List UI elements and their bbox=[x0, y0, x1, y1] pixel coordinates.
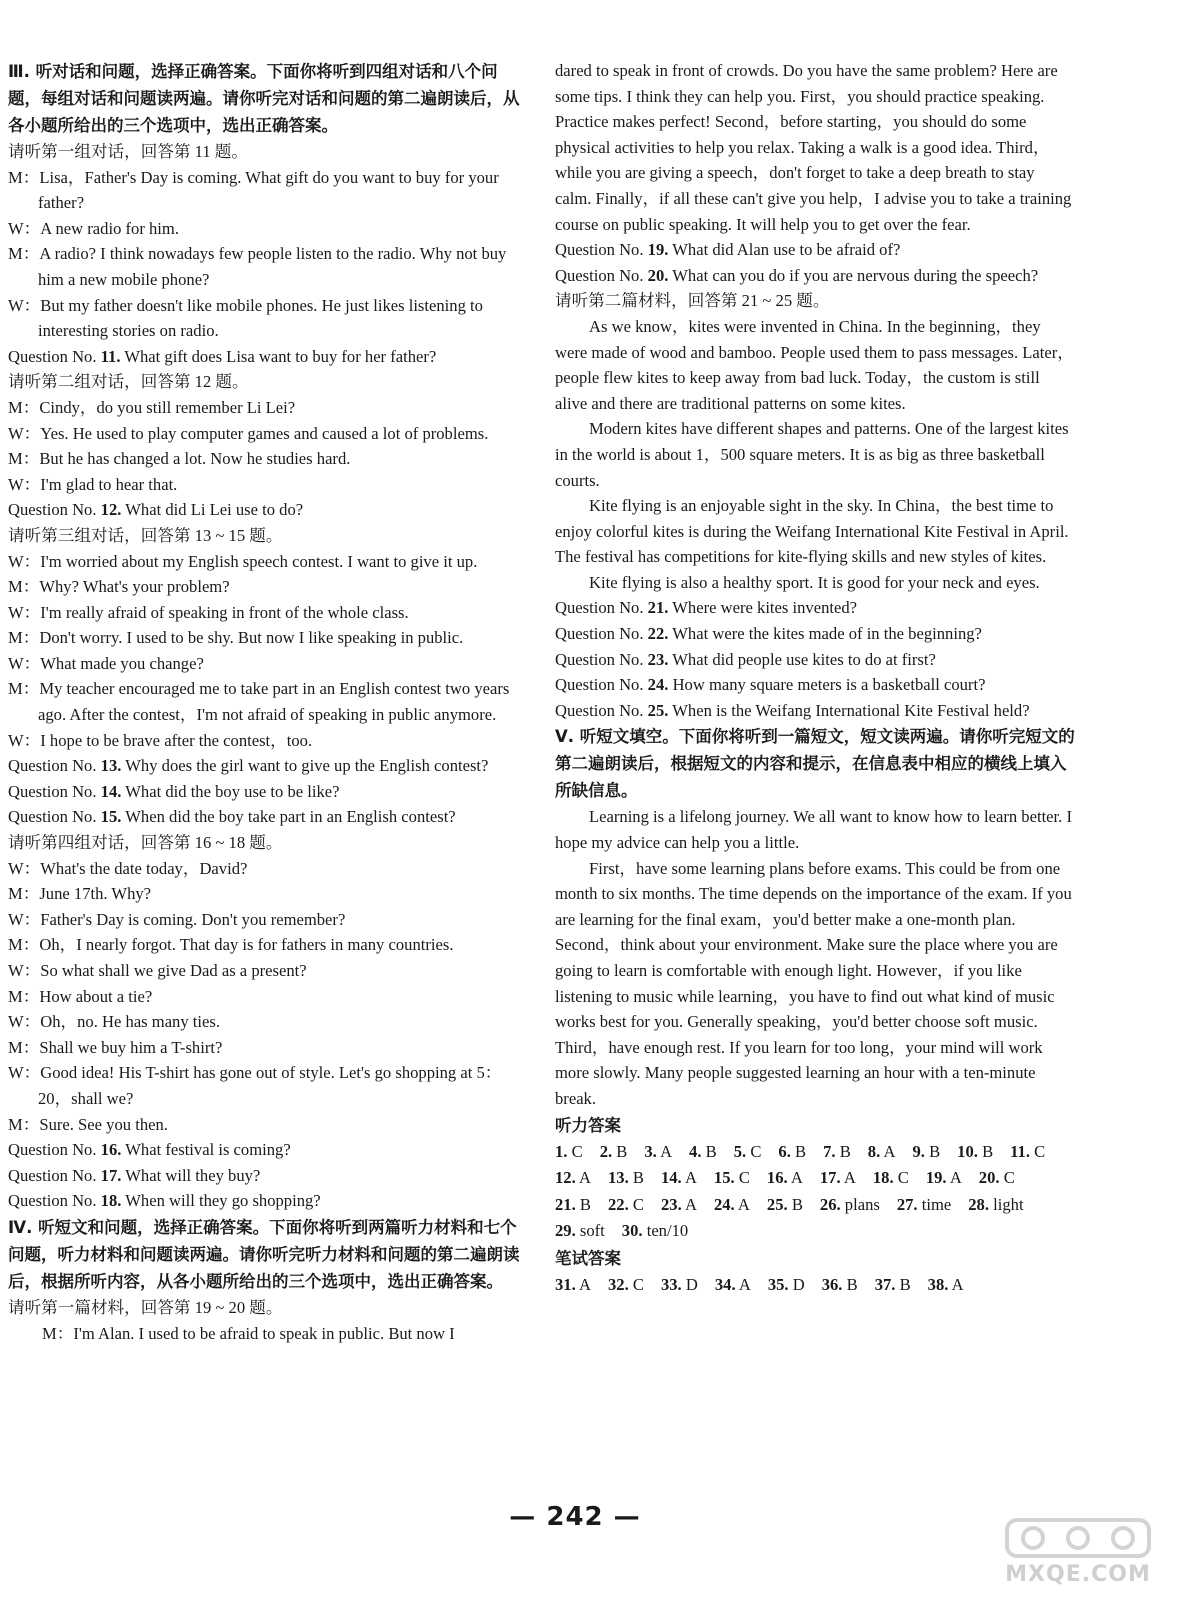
question-label: Question No. bbox=[555, 598, 644, 618]
question-22 bbox=[555, 621, 1075, 647]
answer-number: 11. bbox=[1010, 1141, 1030, 1161]
question-label: Question No. bbox=[555, 240, 644, 260]
answer-number: 20. bbox=[978, 1168, 1000, 1188]
answer-value: A bbox=[951, 1274, 964, 1294]
paragraph: Kite flying is an enjoyable sight in the sky. In China，the best time to enjoy colorful kites is during the Weifang International Kite Festival in April. The festival has competitions for kite-flying skills and new styles of kites. bbox=[555, 496, 1069, 567]
question-text: What will they buy? bbox=[125, 1165, 261, 1185]
group-1-prompt: 请听第一组对话，回答第 11 题。 bbox=[8, 142, 248, 161]
answer-number: 10. bbox=[957, 1141, 978, 1161]
answer-value: A bbox=[578, 1274, 591, 1294]
answer-value: C bbox=[632, 1274, 644, 1294]
answer-item bbox=[715, 1272, 751, 1299]
answer-item bbox=[600, 1139, 628, 1166]
question-number: 15. bbox=[100, 807, 122, 827]
question-16 bbox=[8, 1137, 523, 1163]
answer-item bbox=[555, 1192, 591, 1219]
answer-item bbox=[661, 1192, 697, 1219]
question-text: What were the kites made of in the beginning? bbox=[672, 624, 982, 644]
dialogue-line: M：Sure. See you then. bbox=[8, 1114, 168, 1134]
answer-number: 7. bbox=[823, 1141, 836, 1161]
answer-item bbox=[661, 1165, 697, 1192]
answer-value: A bbox=[660, 1141, 673, 1161]
question-text: How many square meters is a basketball court? bbox=[672, 675, 986, 695]
answer-number: 5. bbox=[733, 1141, 747, 1161]
answer-value: A bbox=[737, 1194, 750, 1214]
answer-number: 16. bbox=[766, 1168, 788, 1188]
answer-item bbox=[714, 1192, 750, 1219]
question-number: 16. bbox=[100, 1140, 122, 1160]
answer-value: B bbox=[705, 1141, 717, 1161]
answer-item bbox=[661, 1272, 698, 1299]
answer-number: 3. bbox=[644, 1141, 657, 1161]
answer-value: B bbox=[791, 1194, 803, 1214]
answer-value: C bbox=[750, 1141, 762, 1161]
dialogue-line: W：What's the date today，David? bbox=[8, 858, 248, 878]
dialogue-line: M：Lisa，Father's Day is coming. What gift do you want to buy for your father? bbox=[8, 167, 499, 213]
answer-number: 27. bbox=[896, 1194, 918, 1214]
question-number: 24. bbox=[647, 675, 669, 695]
watermark-logo bbox=[978, 1500, 1178, 1600]
question-text: What did Li Lei use to do? bbox=[125, 500, 304, 520]
dialogue-line: M：June 17th. Why? bbox=[8, 884, 152, 904]
question-label: Question No. bbox=[8, 781, 97, 801]
question-text: What did Alan use to be afraid of? bbox=[672, 240, 901, 260]
answer-number: 8. bbox=[867, 1141, 881, 1161]
group-2-dialogue bbox=[8, 395, 523, 497]
answer-number: 9. bbox=[912, 1141, 925, 1161]
question-number: 14. bbox=[100, 781, 122, 801]
question-number: 18. bbox=[100, 1191, 122, 1211]
answer-value: C bbox=[738, 1168, 750, 1188]
answer-value: B bbox=[795, 1141, 807, 1161]
dialogue-line: W：Oh，no. He has many ties. bbox=[8, 1012, 220, 1032]
answer-number: 6. bbox=[778, 1141, 791, 1161]
dialogue-line: W：I'm glad to hear that. bbox=[8, 474, 178, 494]
answer-value: A bbox=[684, 1194, 697, 1214]
group-2-prompt: 请听第二组对话，回答第 12 题。 bbox=[8, 372, 249, 392]
answer-item bbox=[823, 1139, 851, 1166]
dialogue-line: W：Good idea! His T-shirt has gone out of style. Let's go shopping at 5：20，shall we? bbox=[8, 1063, 502, 1108]
question-15 bbox=[8, 804, 523, 830]
question-number: 11. bbox=[100, 346, 121, 366]
question-label: Question No. bbox=[8, 756, 97, 776]
answer-item bbox=[555, 1272, 591, 1299]
question-text: Where were kites invented? bbox=[672, 598, 858, 618]
answer-value: A bbox=[578, 1168, 591, 1188]
answer-item bbox=[714, 1165, 750, 1192]
dialogue-line: W：So what shall we give Dad as a present? bbox=[8, 961, 307, 980]
passage-1-start: M：I'm Alan. I used to be afraid to speak in public. But now I bbox=[42, 1323, 455, 1343]
question-17 bbox=[8, 1163, 523, 1189]
question-number: 23. bbox=[647, 649, 669, 669]
page-number: — 242 — bbox=[509, 1502, 641, 1532]
question-label: Question No. bbox=[8, 1165, 97, 1185]
question-label: Question No. bbox=[8, 500, 97, 520]
answer-number: 38. bbox=[927, 1274, 949, 1294]
question-19 bbox=[555, 237, 1075, 263]
dialogue-line: W：But my father doesn't like mobile phones. He just likes listening to interesting stories on radio. bbox=[8, 295, 483, 341]
question-text: What can you do if you are nervous during the speech? bbox=[672, 265, 1039, 285]
passage-3 bbox=[555, 804, 1075, 1111]
question-text: What festival is coming? bbox=[125, 1140, 291, 1160]
answer-value: B bbox=[579, 1194, 591, 1214]
group-3-prompt: 请听第三组对话，回答第 13 ~ 15 题。 bbox=[8, 525, 283, 545]
dialogue-line: M：Don't worry. I used to be shy. But now I like speaking in public. bbox=[8, 628, 464, 648]
watermark-domain: MXQE.COM bbox=[1005, 1561, 1151, 1587]
question-label: Question No. bbox=[8, 807, 97, 827]
watermark-emblem-icon bbox=[1003, 1514, 1153, 1562]
question-25 bbox=[555, 698, 1075, 724]
group-4-dialogue bbox=[8, 856, 523, 1138]
question-text: What did the boy use to be like? bbox=[125, 781, 340, 801]
answer-item bbox=[767, 1192, 803, 1219]
dialogue-line: M：Shall we buy him a T-shirt? bbox=[8, 1037, 223, 1057]
answer-value: B bbox=[982, 1141, 994, 1161]
answer-value: B bbox=[899, 1274, 911, 1294]
question-label: Question No. bbox=[8, 1140, 97, 1160]
paragraph: As we know，kites were invented in China. In the beginning，they were made of wood and bamboo. People used them to pass messages. Later，people flew kites to keep away from bad luck. Today，the custom is still alive and there are traditional patterns on some kites. bbox=[555, 316, 1074, 413]
question-11 bbox=[8, 344, 523, 370]
section-3-title: Ⅲ. 听对话和问题，选择正确答案。下面你将听到四组对话和八个问题，每组对话和问题读两遍。请你听完对话和问题的第二遍朗读后，从各小题所给出的三个选项中，选出正确答案。 bbox=[8, 62, 520, 135]
answer-item bbox=[822, 1272, 858, 1299]
dialogue-line: M：But he has changed a lot. Now he studies hard. bbox=[8, 449, 351, 469]
question-label: Question No. bbox=[555, 265, 644, 285]
answer-number: 33. bbox=[660, 1274, 682, 1294]
dialogue-line: W：What made you change? bbox=[8, 653, 204, 673]
answer-value: C bbox=[897, 1168, 909, 1188]
answer-value: A bbox=[843, 1168, 856, 1188]
paragraph: Kite flying is also a healthy sport. It is good for your neck and eyes. bbox=[589, 572, 1040, 592]
question-number: 25. bbox=[647, 700, 669, 720]
dialogue-line: M：My teacher encouraged me to take part in an English contest two years ago. After the contest，I'm not afraid of speaking in public anymore. bbox=[8, 679, 510, 725]
answer-item bbox=[968, 1192, 1023, 1219]
question-label: Question No. bbox=[555, 624, 644, 644]
question-24 bbox=[555, 672, 1075, 698]
written-answers bbox=[555, 1272, 1075, 1299]
question-label: Question No. bbox=[8, 1191, 97, 1211]
answer-number: 14. bbox=[660, 1168, 682, 1188]
question-14 bbox=[8, 779, 523, 805]
answer-item bbox=[608, 1272, 644, 1299]
answer-value: light bbox=[993, 1194, 1024, 1214]
answer-item bbox=[979, 1165, 1015, 1192]
answer-number: 31. bbox=[555, 1274, 576, 1294]
answer-number: 37. bbox=[874, 1274, 896, 1294]
question-number: 22. bbox=[647, 624, 669, 644]
question-18 bbox=[8, 1188, 523, 1214]
question-label: Question No. bbox=[555, 700, 644, 720]
listening-answers-title: 听力答案 bbox=[555, 1115, 621, 1135]
answer-item bbox=[875, 1272, 911, 1299]
answer-item bbox=[768, 1272, 805, 1299]
answer-number: 36. bbox=[821, 1274, 843, 1294]
section-4-title: Ⅳ. 听短文和问题，选择正确答案。下面你将听到两篇听力材料和七个问题，听力材料和问题读两遍。请你听完听力材料和问题的第二遍朗读后，根据所听内容，从各小题所给出的三个选项中，选出正确答案。 bbox=[8, 1217, 520, 1291]
question-text: What did people use kites to do at first? bbox=[672, 649, 936, 669]
group-1-dialogue bbox=[8, 165, 523, 344]
answer-number: 25. bbox=[766, 1194, 788, 1214]
answer-value: plans bbox=[844, 1194, 880, 1214]
paragraph: First，have some learning plans before exams. This could be from one month to six months. The time depends on the importance of the exam. If you are learning for the final exam，you'd better make a one-month plan. Second，think about your environment. Make sure the place where you are going to learn is comfortable with enough light. However，if you like listening to music while learning，you have to find out what kind of music works best for you. Generally speaking，you'd better choose soft music. Third，have enough rest. If you learn for too long，your mind will work more slowly. Many people suggested learning an hour with a ten-minute break. bbox=[555, 858, 1072, 1108]
question-12 bbox=[8, 497, 523, 523]
question-label: Question No. bbox=[8, 346, 97, 366]
question-number: 13. bbox=[100, 756, 122, 776]
answer-item bbox=[820, 1192, 880, 1219]
answer-value: ten/10 bbox=[646, 1221, 689, 1241]
question-text: When will they go shopping? bbox=[125, 1191, 321, 1211]
right-column bbox=[555, 58, 1075, 1298]
dialogue-line: W：Yes. He used to play computer games and caused a lot of problems. bbox=[8, 423, 489, 443]
answer-number: 17. bbox=[819, 1168, 841, 1188]
question-text: When is the Weifang International Kite Festival held? bbox=[672, 700, 1030, 720]
paragraph: Modern kites have different shapes and patterns. One of the largest kites in the world is about 1，500 square meters. It is as big as three basketball courts. bbox=[555, 419, 1069, 490]
answer-item bbox=[555, 1218, 605, 1245]
answer-value: time bbox=[921, 1194, 952, 1214]
answer-number: 35. bbox=[767, 1274, 789, 1294]
answer-item bbox=[644, 1139, 672, 1166]
question-text: When did the boy take part in an English contest? bbox=[125, 807, 456, 827]
answer-value: B bbox=[616, 1141, 628, 1161]
question-number: 21. bbox=[647, 598, 669, 618]
paragraph: Learning is a lifelong journey. We all want to know how to learn better. I hope my advice can help you a little. bbox=[555, 807, 1072, 853]
answer-item bbox=[689, 1139, 717, 1166]
answer-item bbox=[897, 1192, 951, 1219]
answer-value: A bbox=[949, 1168, 962, 1188]
answer-number: 29. bbox=[555, 1221, 576, 1241]
answer-number: 21. bbox=[555, 1194, 576, 1214]
question-label: Question No. bbox=[555, 649, 644, 669]
answer-number: 12. bbox=[555, 1168, 576, 1188]
answer-number: 32. bbox=[607, 1274, 629, 1294]
dialogue-line: W：I'm worried about my English speech contest. I want to give it up. bbox=[8, 551, 478, 571]
answer-item bbox=[767, 1165, 803, 1192]
answer-item bbox=[555, 1165, 591, 1192]
answer-number: 13. bbox=[607, 1168, 629, 1188]
answer-value: C bbox=[1003, 1168, 1015, 1188]
question-number: 12. bbox=[100, 500, 122, 520]
answer-item bbox=[734, 1139, 762, 1166]
answer-value: A bbox=[790, 1168, 803, 1188]
answer-number: 24. bbox=[713, 1194, 735, 1214]
question-23 bbox=[555, 647, 1075, 673]
answer-number: 19. bbox=[925, 1168, 947, 1188]
answer-item bbox=[957, 1139, 993, 1166]
dialogue-line: W：I hope to be brave after the contest，too. bbox=[8, 730, 313, 750]
dialogue-line: W：A new radio for him. bbox=[8, 218, 179, 238]
section-5-title: Ⅴ. 听短文填空。下面你将听到一篇短文，短文读两遍。请你听完短文的第二遍朗读后，根据短文的内容和提示，在信息表中相应的横线上填入所缺信息。 bbox=[555, 727, 1075, 801]
group-3-dialogue bbox=[8, 549, 523, 754]
answer-item bbox=[868, 1139, 896, 1166]
passage-1-continued: dared to speak in front of crowds. Do you have the same problem? Here are some tips. I think they can help you. First，you should practice speaking. Practice makes perfect! Second，before starting，you should do some physical activities to help you relax. Taking a walk is a good idea. Third，while you are giving a speech，don't forget to take a deep breath to stay calm. Finally，if all these can't give you help，I advise you to take a training course on public speaking. It will help you to get over the fear. bbox=[555, 61, 1072, 234]
dialogue-line: M：Cindy，do you still remember Li Lei? bbox=[8, 397, 296, 417]
answer-value: C bbox=[1034, 1141, 1046, 1161]
answer-item bbox=[608, 1165, 644, 1192]
answer-number: 22. bbox=[607, 1194, 629, 1214]
dialogue-line: W：I'm really afraid of speaking in front of the whole class. bbox=[8, 602, 409, 622]
question-label: Question No. bbox=[555, 675, 644, 695]
answer-value: D bbox=[685, 1274, 698, 1294]
answer-item bbox=[926, 1165, 962, 1192]
answer-value: D bbox=[792, 1274, 805, 1294]
dialogue-line: W：Father's Day is coming. Don't you remember? bbox=[8, 909, 346, 929]
answer-number: 28. bbox=[968, 1194, 989, 1214]
answer-number: 2. bbox=[599, 1141, 613, 1161]
answer-value: B bbox=[846, 1274, 858, 1294]
answer-value: soft bbox=[579, 1221, 605, 1241]
question-number: 19. bbox=[647, 240, 669, 260]
answer-value: B bbox=[929, 1141, 941, 1161]
answer-number: 23. bbox=[660, 1194, 682, 1214]
passage-1-prompt: 请听第一篇材料，回答第 19 ~ 20 题。 bbox=[8, 1297, 283, 1317]
answer-value: A bbox=[684, 1168, 697, 1188]
group-4-prompt: 请听第四组对话，回答第 16 ~ 18 题。 bbox=[8, 833, 283, 853]
answer-item bbox=[608, 1192, 644, 1219]
answer-number: 34. bbox=[714, 1274, 736, 1294]
answer-number: 1. bbox=[555, 1141, 568, 1161]
answer-item bbox=[622, 1218, 688, 1245]
question-text: What gift does Lisa want to buy for her father? bbox=[124, 346, 437, 366]
question-text: Why does the girl want to give up the English contest? bbox=[125, 756, 489, 776]
dialogue-line: M：Oh，I nearly forgot. That day is for fathers in many countries. bbox=[8, 935, 454, 955]
answer-number: 30. bbox=[621, 1221, 643, 1241]
passage-2 bbox=[555, 314, 1075, 596]
dialogue-line: M：How about a tie? bbox=[8, 986, 153, 1006]
answer-item bbox=[555, 1139, 583, 1166]
answer-item bbox=[820, 1165, 856, 1192]
question-13 bbox=[8, 753, 523, 779]
answer-number: 18. bbox=[872, 1168, 894, 1188]
answer-value: A bbox=[883, 1141, 896, 1161]
answer-value: C bbox=[632, 1194, 644, 1214]
answer-value: B bbox=[839, 1141, 851, 1161]
listening-answers bbox=[555, 1139, 1075, 1245]
question-number: 17. bbox=[100, 1165, 122, 1185]
dialogue-line: M：A radio? I think nowadays few people listen to the radio. Why not buy him a new mobile phone? bbox=[8, 244, 507, 289]
answer-item bbox=[1010, 1139, 1045, 1166]
question-number: 20. bbox=[647, 265, 669, 285]
answer-item bbox=[928, 1272, 964, 1299]
question-21 bbox=[555, 595, 1075, 621]
answer-item bbox=[778, 1139, 806, 1166]
dialogue-line: M：Why? What's your problem? bbox=[8, 577, 230, 597]
answer-item bbox=[873, 1165, 909, 1192]
answer-number: 26. bbox=[819, 1194, 841, 1214]
answer-number: 4. bbox=[689, 1141, 702, 1161]
answer-value: C bbox=[571, 1141, 583, 1161]
written-answers-title: 笔试答案 bbox=[555, 1248, 621, 1268]
passage-2-prompt: 请听第二篇材料，回答第 21 ~ 25 题。 bbox=[555, 291, 830, 311]
question-20 bbox=[555, 263, 1075, 289]
answer-item bbox=[912, 1139, 940, 1166]
answer-value: A bbox=[738, 1274, 751, 1294]
answer-number: 15. bbox=[713, 1168, 735, 1188]
answer-value: B bbox=[632, 1168, 644, 1188]
left-column bbox=[8, 58, 523, 1346]
